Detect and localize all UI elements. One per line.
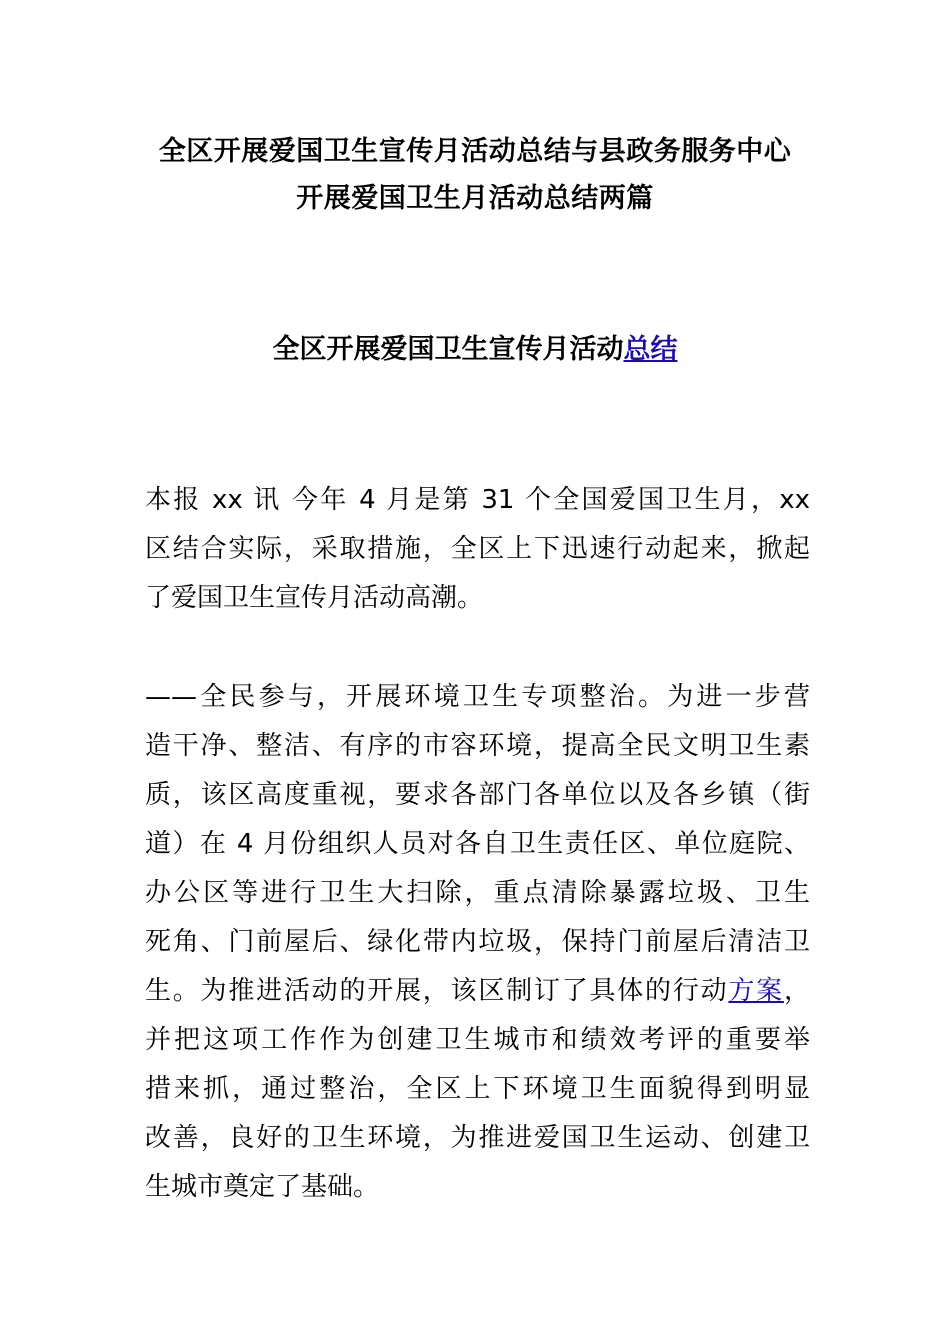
paragraph-line: 质，该区高度重视，要求各部门各单位以及各乡镇（街 — [145, 780, 810, 810]
paragraph-environment — [145, 673, 810, 1212]
paragraph-line: ——全民参与，开展环境卫生专项整治。为进一步营 — [145, 682, 810, 712]
document-title — [100, 128, 850, 222]
section-title — [100, 326, 850, 373]
paragraph-line: 办公区等进行卫生大扫除，重点清除暴露垃圾、卫生 — [145, 878, 810, 908]
paragraph-line: 死角、门前屋后、绿化带内垃圾，保持门前屋后清洁卫 — [145, 927, 810, 957]
title-line-1: 全区开展爱国卫生宣传月活动总结与县政务服务中心 — [158, 136, 792, 167]
paragraph-line: 并把这项工作作为创建卫生城市和绩效考评的重要举 — [145, 1025, 810, 1055]
link-line-suffix: ， — [783, 976, 810, 1006]
title-line-2: 开展爱国卫生月活动总结两篇 — [296, 183, 654, 214]
paragraph-line: 措来抓，通过整治，全区上下环境卫生面貌得到明显 — [145, 1074, 810, 1104]
paragraph-line: 造干净、整洁、有序的市容环境，提高全民文明卫生素 — [145, 731, 810, 761]
paragraph-line: 区结合实际，采取措施，全区上下迅速行动起来，掀起 — [145, 534, 810, 564]
plan-link[interactable]: 方案 — [728, 976, 784, 1006]
paragraph-line-with-link — [145, 967, 810, 1016]
paragraph-line: 生城市奠定了基础。 — [145, 1172, 380, 1202]
paragraph-intro — [145, 476, 810, 623]
section-title-text: 全区开展爱国卫生宣传月活动 — [272, 334, 624, 365]
paragraph-line: 改善，良好的卫生环境，为推进爱国卫生运动、创建卫 — [145, 1123, 810, 1153]
paragraph-line: 道）在 4 月份组织人员对各自卫生责任区、单位庭院、 — [145, 829, 810, 859]
paragraph-line: 了爱国卫生宣传月活动高潮。 — [145, 583, 484, 613]
link-line-prefix: 生。为推进活动的开展，该区制订了具体的行动 — [145, 976, 729, 1006]
section-title-link[interactable]: 总结 — [623, 334, 678, 365]
paragraph-line: 本报 xx 讯 今年 4 月是第 31 个全国爱国卫生月，xx — [145, 485, 810, 515]
